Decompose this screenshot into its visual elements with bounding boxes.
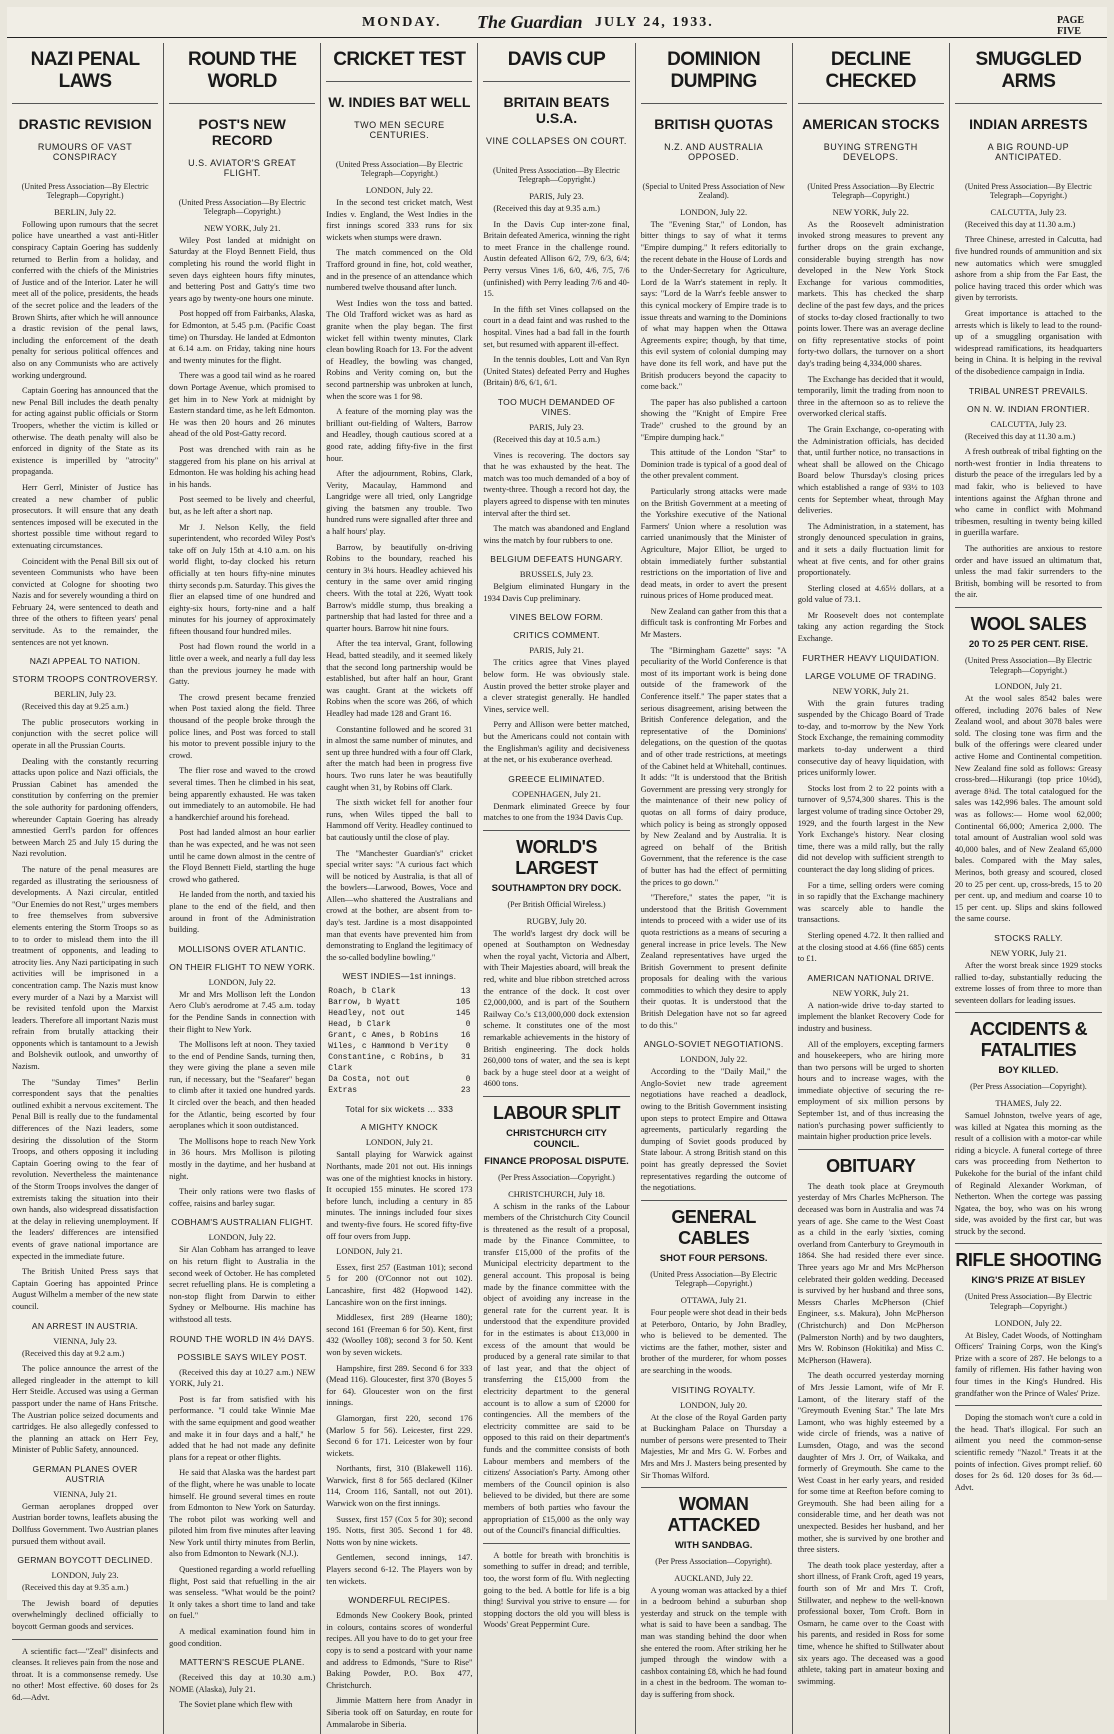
credit-line: (Per Press Association—Copyright.) xyxy=(498,1172,615,1182)
article-paragraph: The nature of the penal measures are regarded as illustrating the seriousness of developments. A Nazi circular, entitled "Our Enemies do not Rest," urges members to free themselves from subversive elements entering the Storm Troops so as to to order to mislead them into the ill treatment of opponents, and leading to atrocity lies. Any Nazi participating in such activities will be imprisoned in a concentration camp. The Nazis must know every murder of a Nazi by a Marxist will be revisited tenfold upon the Marxist leaders. Therefore all important Nazis must refrain from brutally attacking their opponents which is tantamount to a Jewish and Bolshevik outlook, and unworthy of Nazism. xyxy=(12,864,159,1072)
subheadline: BRITISH QUOTAS xyxy=(654,115,773,132)
article-paragraph: (Received this day at 10.5 a.m.) xyxy=(493,434,600,444)
dateline: RUGBY, July 20. xyxy=(526,915,587,926)
article-paragraph: According to the "Daily Mail," the Anglo-Soviet new trade agreement negotiations have reached a deadlock, owing to the British Government insisting upon steps to protect Empire and Ottawa agreements, particularly regarding the dumping of Soviet goods produced by State labour. A strong British stand on this point has greatly depressed the Soviet representatives regarding the outcome of the negotiations. xyxy=(640,1067,787,1193)
article-paragraph: The "Birmingham Gazette" says: "A peculiarity of the World Conference is that most of its important work is being done outside of the framework of the Conference itself." The paper states that a serious disagreement, arising between the British Conference delegation, and the representative of the Dominions' delegations, on the question of the quotas and of other trade restrictions, at meetings of the Cabinet held at Whitehall, continues. It adds: "It is understood that the British Government are pressing very strongly for the maintenance of their new policy of quotas on all forms of dairy produce, which policy is being as strongly opposed by New Zealand and by Australia. It is agreed on behalf of the British Government, that the reference is the case of butter has had the effect of permitting the prices to go down." xyxy=(640,645,787,887)
credit-line: (United Press Association—By Electric Telegraph—Copyright.) xyxy=(335,159,463,179)
masthead-day: MONDAY. xyxy=(362,15,442,30)
article-paragraph: All of the employers, excepting farmers and housekeepers, who are hiring more than two persons will be urged to shorten hours and to increase wages, with the immediate objective of securing the re-employment of six million persons by September 1st, and of thus increasing the nation's purchasing power sufficiently to maintain higher production price levels. xyxy=(797,1039,944,1142)
section-subheading: STOCKS RALLY. xyxy=(994,932,1063,943)
section-subheading: WONDERFUL RECIPES. xyxy=(348,1595,451,1606)
article-paragraph: There was a good tail wind as he roared down Portage Avenue, which promised to get him in to New York at midnight by Eastern standard time, as he left Edmonton. He was then 20 hours and 26 minutes ahead of the old Post-Gatty record. xyxy=(169,371,316,439)
dateline: NEW YORK, July 22. xyxy=(832,206,909,217)
box-subheadline: SOUTHAMPTON DRY DOCK. xyxy=(491,883,622,894)
article-paragraph: He landed from the north, and taxied his plane to the end of the field, and then around in front of the Administration building. xyxy=(169,890,316,935)
article-paragraph: Great importance is attached to the arrests which is likely to lead to the round-up of a smuggling organisation with widespread ramifications, its headquarters being in China. It is helping in the revival of the disobedience campaign in India. xyxy=(954,309,1102,376)
article-paragraph: LONDON, July 21. xyxy=(336,1247,403,1257)
masthead-date: JULY 24, 1933. xyxy=(595,15,714,30)
article-paragraph: Sterling closed at 4.65½ dollars, at a gold value of 73.1. xyxy=(797,583,944,605)
article-paragraph: Samuel Johnston, twelve years of age, was killed at Ngatea this morning as the result of a collision with a motor-car while riding a bicycle. A funeral cortege of three cars was proceeding from Netherton to Pukekohe for the burial of the infant child of Reginald Alexander Workman, of Netherton. When the cortege was passing Ngatea, the boy, who was on his wrong side, was avoided by the first car, but was struck by the second. xyxy=(954,1110,1102,1236)
section-subheading: NAZI APPEAL TO NATION. xyxy=(29,656,141,667)
dateline: LONDON, July 22. xyxy=(680,1054,748,1065)
credit-line: (Per Press Association—Copyright). xyxy=(970,1082,1087,1092)
advertisement: A scientific fact—"Zeal" disinfects and cleanses. It relieves pain from the nose and throat. It is a commonsense remedy. Use no other! Most effective. 60 doses for 2s 6d.—Advt. xyxy=(12,1646,159,1702)
article-paragraph: With the grain futures trading suspended by the Chicago Board of Trade to-day, and to-morrow by the New York Stock Exchange, the remaining commodity markets to-day underwent a third consecutive day of heavy liquidation, with prices uniformly lower. xyxy=(797,698,944,778)
batsman-runs: 105 xyxy=(456,998,471,1008)
section-subheading: ROUND THE WORLD IN 4½ DAYS. xyxy=(169,1333,315,1344)
batsman-runs: 31 xyxy=(460,1053,471,1063)
section-subheading: GREECE ELIMINATED. xyxy=(508,773,605,784)
section-subheading: AMERICAN NATIONAL DRIVE. xyxy=(807,972,935,983)
article-paragraph: Jimmie Mattern here from Anadyr in Siberia took off on Saturday, en route for Ammalarobe in Siberia. xyxy=(326,1696,473,1729)
section-subheading: FURTHER HEAVY LIQUIDATION. xyxy=(802,652,940,663)
article-paragraph: The critics agree that Vines played below form. He was obviously stale. Austin proved the better stroke player and a clever strategist generally. He handled Vines, service well. xyxy=(483,658,630,714)
dateline: LONDON, July 20. xyxy=(680,1399,748,1410)
article-paragraph: The Mollisons left at noon. They taxied to the end of Pendine Sands, turning then, they were giving the plane a seven mile run, if necessary, but the "Seafarer" began to climb after it taxied one hundred yards. It circled over the beach, and then headed for the Atlantic, being escorted by four aeroplanes which it soon outdistanced. xyxy=(169,1040,316,1131)
section-subheading: GERMAN BOYCOTT DECLINED. xyxy=(17,1555,153,1566)
batsman-runs: 145 xyxy=(456,1009,471,1019)
article-paragraph: The Administration, in a statement, has strongly denounced speculation in grains, and it sets a daily fluctuation limit for wheat at five cents, and for other grains proportionately. xyxy=(797,521,944,578)
article-paragraph: In the second test cricket match, West Indies v. England, the West Indies in the first innings scored 333 runs for six wickets when stumps were drawn. xyxy=(326,198,473,242)
dateline: LONDON, July 21. xyxy=(994,681,1062,692)
box-headline: WORLD'S LARGEST xyxy=(483,830,629,879)
batsman-runs: 16 xyxy=(460,1031,471,1041)
subheadline: BRITAIN BEATS U.S.A. xyxy=(503,93,610,126)
article-paragraph: At Bisley, Cadet Woods, of Nottingham Officers' Training Corps, won the King's Prize with a score of 287. He belongs to a family of riflemen. His father having won four times in the King's Hundred. His grandfather won the Prince of Wales' Prize. xyxy=(954,1330,1102,1398)
dateline: VIENNA, July 21. xyxy=(53,1488,117,1499)
dateline: NEW YORK, July 21. xyxy=(832,987,909,998)
dateline: CHRISTCHURCH, July 18. xyxy=(508,1188,605,1199)
article-paragraph: The "Sunday Times" Berlin correspondent says that the penalties outlined exhibit a nervous excitement. The Penal Bill is really due to the fundamental differences of the Nazi leaders, some desiring the dissolution of the Storm Troops, and others opposing it including Captain Goering owing to the fear of revolution. Nevertheless the maintenance of the Storm Troops involves the danger of extremists taking the situation into their own hands, also widespread dissatisfaction at the delay in relieving unemployment. If the leaders' differences are intensified events of grave national importance are expected in the immediate future. xyxy=(12,1077,159,1261)
advertisement: Edmonds New Cookery Book, printed in colours, contains scores of wonderful recipes. All you have to do to get your free copy is to send a postcard with your name and address to Edmonds, "Sure to Rise" Baking Powder, P.O. Box 477, Christchurch. xyxy=(326,1611,473,1690)
section-subheading: MOLLISONS OVER ATLANTIC. xyxy=(178,943,307,954)
subheadline-2: N.Z. AND AUSTRALIA OPPOSED. xyxy=(664,141,764,162)
article-paragraph: Three Chinese, arrested in Calcutta, had five hundred rounds of ammunition and six new automatics which were smuggled ashore from a ship from the Far East, the police having traced this order which was given by terrorists. xyxy=(954,235,1102,303)
column-round-the-world xyxy=(164,43,321,1734)
article-paragraph: Gentlemen, second innings, 147. Players second 6-12. The Players won by ten wickets. xyxy=(326,1553,473,1586)
section-subheading: ANGLO-SOVIET NEGOTIATIONS. xyxy=(643,1039,784,1050)
credit-line: (United Press Association—By Electric Telegraph—Copyright.) xyxy=(964,1292,1092,1312)
batsman-name: Head, b Clark xyxy=(328,1020,391,1030)
headline: DAVIS CUP xyxy=(483,49,629,82)
article-paragraph: Wiley Post landed at midnight on Saturday at the Floyd Bennett Field, thus completing his round the world flight in seven days eighteen hours fifty minutes, and bettering Post and Gatty's time two years ago by twenty-one hours one minute. xyxy=(169,235,316,303)
article-paragraph: (Received this day at 9.35 a.m.) xyxy=(22,1583,129,1593)
article-paragraph: Post was drenched with rain as he staggered from his plane on his arrival at Edmonton. He was holding his aching head in his hands. xyxy=(169,444,316,489)
article-paragraph: Denmark eliminated Greece by four matches to one from the 1934 Davis Cup. xyxy=(483,801,630,823)
article-paragraph: A schism in the ranks of the Labour members of the Christchurch City Council is threatened as the result of a proposal, made by the Finance Committee, to transfer £15,000 of the profits of the Municipal electricity department to the general account. This proposal is being made by the finance committee with the object of avoiding any increase in the general rate for the current year. It is understood that the expenditure provided for in the estimates is about £13,000 in excess of the amount that would be produced by a general rate similar to that of last year, and that the object of transferring the £15,000 from the electricity department to the general account is to allow a sum of £2000 for contingencies. All the members of the electricity committee are said to be opposed to this raid on their department's funds and the committee consists of both Labour members and members of the citizens' Association's Party. Among other members of the Council opinion is also believed to be divided, but there are some members of both parties who favour the appropriation of £15,000 as the only way out of the Council's financial difficulties. xyxy=(483,1201,630,1536)
article-paragraph: Mr J. Nelson Kelly, the field superintendent, who recorded Wiley Post's take off on July 15th at 4.10 a.m. on his world flight, to-day clocked his return officially at ten hours fifty-nine minutes thirty seconds p.m. Saturday. This gives the flier an elapsed time of one hundred and eighty-six hours, forty-nine and a half minutes for his journey of approximately fifteen thousand four hundred miles. xyxy=(169,522,316,636)
article-paragraph: Stocks lost from 2 to 22 points with a turnover of 9,574,300 shares. This is the largest volume of trading since October 29, 1929, and the fourth largest in the New York Exchange's history. Near closing time, there was a mild rally, but the rally did not develop with sufficient strength to counteract the day long sliding of prices. xyxy=(797,783,944,874)
box-subheadline: WITH SANDBAG. xyxy=(674,1540,753,1552)
section-subheading: TRIBAL UNREST PREVAILS. xyxy=(968,385,1088,396)
batsman-runs: 0 xyxy=(465,1020,471,1030)
batsman-name: Da Costa, not out xyxy=(328,1075,410,1085)
column-dominion-dumping xyxy=(636,43,793,1734)
scorecard-total: Total for six wickets ... 333 xyxy=(345,1104,454,1115)
article-paragraph: Vines is recovering. The doctors say that he was exhausted by the heat. The match was too much demanded of a boy of twenty-three. Though a record hot day, the players agreed to dispense with ten minutes interval after the third set. xyxy=(483,450,630,518)
article-paragraph: The "Evening Star," of London, has bitter things to say of what it terms "Empire dumping." It refers editorially to the recent debate in the House of Lords and to the Under-Secretary for Agriculture, Lord de la Warr's statement in reply. It says: "Lord de la Warr's feeble answer to this cynical mockery of Empire trade is to issue threats and warning to the Dominions of what may happen when the Ottawa Agreements expire; though, by that time, this evil system of colonial dumping may have done its fell work, and have put the British producers beyond the capacity to come back." xyxy=(640,219,787,392)
scorecard-row xyxy=(326,1085,472,1096)
article-paragraph: The death occurred yesterday morning of Mrs Jessie Lamont, wife of Mr F. Lamont, of the literary staff of the "Greymouth Evening Star." The late Mrs Lamont, who was highly esteemed by a wide circle of friends, was a native of Lumsden, Otago, and was the second daughter of Mrs J. Orr, of Waikaka, and formerly of Greymouth. She came to the West Coast in her early years, and resided for some time at Reefton before coming to Greymouth. She had been ailing for a considerable time, and her death was not unexpected. Besides her husband, and her mother, she is survived by one brother and three sisters. xyxy=(797,1371,944,1555)
box-headline: LABOUR SPLIT xyxy=(483,1096,629,1124)
headline: NAZI PENAL LAWS xyxy=(12,49,158,104)
article-paragraph: Sussex, first 157 (Cox 5 for 30); second 195. Notts, first 305. Second 1 for 48. Notts won by nine wickets. xyxy=(326,1514,473,1547)
advertisement: A bottle for breath with bronchitis is something to suffer in dread; and terrible, too, the worst form of flu. With neglecting going to the bed. A bottle for life is a big thing! Survival you strive to ensure — for stopping doctors the old you will bless is Woods' Great Peppermint Cure. xyxy=(483,1550,630,1630)
article-paragraph: (Received this day at 11.30 a.m.) xyxy=(964,219,1076,229)
article-paragraph: (Received this day at 9.35 a.m.) xyxy=(493,204,600,214)
article-paragraph: The public prosecutors working in conjunction with the secret police will operate in all the Prussian Courts. xyxy=(12,717,159,751)
article-paragraph: The flier rose and waved to the crowd several times. Then he climbed in his seat, being apparently exhausted. He was taken out immediately to an automobile. He had a handkerchief around his forehead. xyxy=(169,766,316,822)
subheadline-2: U.S. AVIATOR'S GREAT FLIGHT. xyxy=(188,157,297,178)
article-paragraph: (Received this day at 11.30 a.m.) xyxy=(964,431,1076,441)
credit-line: (United Press Association—By Electric Telegraph—Copyright.) xyxy=(650,1269,778,1289)
dateline: NEW YORK, July 21. xyxy=(204,222,281,233)
article-paragraph: As the Roosevelt administration invoked strong measures to prevent any further drops on the grain exchange, considerable buying strength has now developed in the New York Stock Exchange for various commodities, markets. This has checked the sharp decline of the past few days, and the prices of stocks to-day closed fractionally to two points lower. There was an average decline on fifty representative stocks of point forty-two dollars, the turnover on a short day's trading being 4,334,000 shares. xyxy=(797,219,944,368)
dateline: LONDON, July 22. xyxy=(994,1317,1062,1328)
article-paragraph: The world's largest dry dock will be opened at Southampton on Wednesday when the royal yacht, Victoria and Albert, with Their Majesties aboard, will break the red, white and blue ribbon stretched across the entrance of the dock. It cost over £2,000,000, and is part of the Southern Railway Co.'s £13,000,000 dock extension scheme. It constitutes one of the most remarkable achievements in the history of British engineering. The dock holds 260,000 tons of water, and the sea is kept back by a huge steel door at a weight of 4600 tons. xyxy=(483,928,630,1089)
box-subheadline-2: FINANCE PROPOSAL DISPUTE. xyxy=(484,1155,629,1167)
section-subheading: VISITING ROYALTY. xyxy=(671,1384,756,1395)
article-paragraph: The crowd present became frenzied when Post taxied along the field. Three thousand of the people broke through the police lines, and Post was forced to stall his motor to prevent possible injury to the crowd. xyxy=(169,692,316,760)
subheadline: INDIAN ARRESTS xyxy=(969,115,1088,132)
article-paragraph: The British United Press says that Captain Goering has appointed Prince August Wilhelm a member of the new state council. xyxy=(12,1267,159,1311)
article-paragraph: Post had flown round the world in a little over a week, and nearly a full day less than the previous journey he made with Gatty. xyxy=(169,642,316,687)
section-subheading: CRITICS COMMENT. xyxy=(513,630,600,641)
masthead-paper-name: The Guardian xyxy=(477,12,583,32)
box-headline: WOMAN ATTACKED xyxy=(641,1487,787,1536)
article-paragraph: Belgium eliminated Hungary in the 1934 Davis Cup preliminary. xyxy=(483,582,630,603)
scorecard-row xyxy=(326,1052,472,1074)
headline: CRICKET TEST xyxy=(326,49,472,82)
scorecard-row xyxy=(326,1041,472,1052)
dateline: CALCUTTA, July 23. xyxy=(990,418,1067,429)
article-paragraph: A nation-wide drive to-day started to implement the blanket Recovery Code for industry and business. xyxy=(797,1000,944,1033)
article-paragraph: Following upon rumours that the secret police have unearthed a vast anti-Hitler conspiracy Captain Goering has suddenly returned to Berlin from a holiday, and conferred with the chiefs of the Ministries of Justice and of the Interior. Later he will meet all of the police, presidents, the heads of the secret police and the leaders of the Brown Shirts, after which he will announce a drastic revision of the penal laws, including the enforcement of the death penalty for serious political offences and also on any Communists who are actively working underground. xyxy=(12,219,159,380)
article-paragraph: The death took place at Greymouth yesterday of Mrs Charles McPherson. The deceased was born in Australia and was 74 years of age. She came to the West Coast as a child in the early 'sixties, coming overland from Canterbury to Greymouth in 1864. She had resided there ever since. Three years ago Mr and Mrs McPherson celebrated their golden wedding. Deceased is survived by her husband and three sons, Messrs Charles McPherson (Chief Engineer, s.s. Makura), John McPherson (Christchurch) and Don McPherson (Palmerston North) and by two daughters, Mrs W. Robinson (Hokitika) and Miss C. McPherson (Hawera). xyxy=(797,1181,944,1365)
box-subheadline: SHOT FOUR PERSONS. xyxy=(659,1252,768,1264)
section-subheading: COBHAM'S AUSTRALIAN FLIGHT. xyxy=(171,1217,314,1228)
credit-line: (United Press Association—By Electric Telegraph—Copyright.) xyxy=(964,181,1092,201)
article-paragraph: Glamorgan, first 220, second 176 (Marlow 5 for 56). Leicester, first 229. Second 6 for 171. Leicester won by four wickets. xyxy=(326,1413,473,1458)
article-paragraph: A feature of the morning play was the brilliant out-fielding of Walters, Barrow and Headley, though cautious scored at a good rate, adding fifty-five in the first hour. xyxy=(326,407,473,463)
subheadline-2: RUMOURS OF VAST CONSPIRACY xyxy=(37,141,133,162)
article-paragraph: Coincident with the Penal Bill six out of seventeen Communists who have been convicted at Cologne for shooting two Nazis and for severely wounding a third on February 24, were sentenced to death and three of the others to fifteen years' penal servitude. As to the remainder, the sentences are not yet known. xyxy=(12,556,159,647)
column-davis-cup xyxy=(478,43,635,1734)
article-paragraph: Essex, first 257 (Eastman 101); second 5 for 200 (O'Connor not out 102). Lancashire, first 482 (Hopwood 142). Lancashire won on the first innings. xyxy=(326,1262,473,1307)
divider xyxy=(955,1405,1102,1406)
masthead xyxy=(7,7,1107,38)
article-paragraph: German aeroplanes dropped over Austrian border towns, leaflets abusing the Dollfuss Government. Two Austrian planes pursued them without avail. xyxy=(12,1501,159,1546)
batsman-name: Roach, b Clark xyxy=(328,987,396,997)
article-paragraph: (Received this day at 9.2 a.m.) xyxy=(22,1348,125,1358)
dateline: LONDON, July 22. xyxy=(208,1232,276,1243)
scorecard xyxy=(326,986,472,1096)
headline: ROUND THE WORLD xyxy=(169,49,315,104)
article-paragraph: Mr Roosevelt does not contemplate taking any action regarding the Stock Exchange. xyxy=(797,610,944,644)
subheadline: POST'S NEW RECORD xyxy=(198,115,286,148)
credit-line: (United Press Association—By Electric Telegraph—Copyright.) xyxy=(178,197,306,217)
batsman-name: Grant, c Ames, b Robins xyxy=(328,1031,439,1041)
section-subheading: AN ARREST IN AUSTRIA. xyxy=(31,1320,139,1331)
article-paragraph: Mr and Mrs Mollison left the London Aero Club's aerodrome at 7.45 a.m. today for the Pendine Sands in connection with their flight to New York. xyxy=(169,989,316,1034)
box-subheadline: BOY KILLED. xyxy=(998,1065,1059,1077)
batsman-runs: 13 xyxy=(460,987,471,997)
dateline: LONDON, July 22. xyxy=(208,976,276,987)
box-headline: ACCIDENTS & FATALITIES xyxy=(955,1012,1102,1061)
dateline: THAMES, July 22. xyxy=(995,1097,1062,1108)
credit-line: (United Press Association—By Electric Telegraph—Copyright.) xyxy=(964,655,1092,675)
column-nazi-penal-laws xyxy=(7,43,164,1734)
credit-line: (United Press Association—By Electric Telegraph—Copyright.) xyxy=(21,181,149,201)
box-subheadline: KING'S PRIZE AT BISLEY xyxy=(971,1275,1086,1287)
dateline: OTTAWA, July 21. xyxy=(680,1294,747,1305)
headline: SMUGGLED ARMS xyxy=(955,49,1102,104)
section-subheading: ON N. W. INDIAN FRONTIER. xyxy=(967,403,1090,414)
subheadline: W. INDIES BAT WELL xyxy=(328,93,471,110)
article-paragraph: In the Davis Cup inter-zone final, Britain defeated America, winning the right to meet France in the challenge round. Austin defeated Allison 6/2, 7/9, 6/3, 6/4; Perry versus Vines 1/6, 6/0, 4/6, 7/5, 7/6 (unfinished) with Perry leading 7/6 and 40-15. xyxy=(483,219,630,299)
column-smuggled-arms xyxy=(950,43,1107,1734)
headline: DOMINION DUMPING xyxy=(641,49,787,104)
article-paragraph: Sir Alan Cobham has arranged to leave on his return flight to Australia in the second week of October. He has completed secret refuelling plans. He is completing a non-stop flight from Darwin to either Sydney or Melbourne. His machine has withstood all tests. xyxy=(169,1245,316,1324)
batsman-name: Headley, not out xyxy=(328,1009,406,1019)
batsman-name: Constantine, c Robins, b Clark xyxy=(328,1053,444,1074)
article-paragraph: The death took place yesterday, after a short illness, of Frank Croft, aged 19 years, fourth son of Mr and Mrs T. Croft, Stillwater, and nephew to the well-known professional boxer, Tom Croft. Born in Osmarn, he came over to the Coast with his parents, and resided in Ross for some time, whence he shifted to Stillwater about six years ago. The deceased was a good athlete, taking part in amateur boxing and swimming. xyxy=(797,1560,944,1686)
newspaper-page xyxy=(7,7,1107,1729)
section-subheading: STORM TROOPS CONTROVERSY. xyxy=(12,674,158,685)
article-paragraph: After the worst break since 1929 stocks rallied to-day, substantially reducing the extreme losses of from three to more than seventeen dollars for leading issues. xyxy=(954,960,1102,1005)
article-paragraph: A fresh outbreak of tribal fighting on the north-west frontier in India threatens to disturb the peace of the irregulars led by a mad fakir, who is believed to have intentions against the Afghan throne and who came in conflict with Mohmand tribesmen, resulting in twenty being killed in guerilla warfare. xyxy=(954,447,1102,538)
article-paragraph: The match was abandoned and England wins the match by four rubbers to one. xyxy=(483,524,630,545)
article-paragraph: Santall playing for Warwick against Northants, made 201 not out. His innings was one of the mightiest knocks in history. It occupied 155 minutes. He scored 173 before lunch, including a century in 85 minutes. The innings included four sixes and twenty-five fours. He scored fifty-five off four overs from Jupp. xyxy=(326,1150,473,1241)
subheadline-2: TWO MEN SECURE CENTURIES. xyxy=(354,119,445,140)
box-subheadline: CHRISTCHURCH CITY COUNCIL. xyxy=(506,1127,607,1150)
article-paragraph: Particularly strong attacks were made on the British Government at a meeting of the Yorkshire executive of the National Farmers' Union where a resolution was carried unanimously that the Minister of Agriculture, Major Elliot, be urged to obtain immediately further substantial restrictions on the importation of live and dead meats, in order to avert the present ruinous prices of Home produced meat. xyxy=(640,486,787,601)
article-paragraph: He said that Alaska was the hardest part of the flight, where he was unable to locate himself. He ground several times en route from Edmonton to New York on Saturday. The robot pilot was working well and piloted him from five minutes after leaving New York until thirty minutes from Berlin, also from Edmonton to Newark (N.J.). xyxy=(169,1468,316,1559)
article-paragraph: (Received this day at 9.25 a.m.) xyxy=(22,702,129,712)
dateline: NEW YORK, July 21. xyxy=(832,685,909,696)
dateline: LONDON, July 21. xyxy=(365,1137,433,1148)
article-paragraph: The authorities are anxious to restore order and have issued an ultimatum that, unless the mad fakir surrenders to the British, bombing will be resorted to from the air. xyxy=(954,543,1102,600)
article-paragraph: After the tea interval, Grant, following Head, batted steadily, and it seemed likely that the second long partnership would be established, but after half an hour, Grant was caught. Grant at the wickets off Robins when the score was 266, of which Headley had made 128 and Grant 16. xyxy=(326,639,473,718)
section-subheading: BELGIUM DEFEATS HUNGARY. xyxy=(490,554,623,565)
dateline: COPENHAGEN, July 21. xyxy=(512,788,601,799)
article-paragraph: The police announce the arrest of the alleged ringleader in the attempt to kill Herr Steidle. Accused was using a German passport under the name of Hans Fritsche. The Austrian police seized documents and cartridges. He also allegedly confessed to the planning an attack on Herr Fey, Minister of Public Safety, announced. xyxy=(12,1364,159,1455)
article-paragraph: This attitude of the London "Star" to Dominion trade is typical of a good deal of the other prevalent comment. xyxy=(640,448,787,481)
column-decline-checked xyxy=(793,43,950,1734)
section-subheading: ON THEIR FLIGHT TO NEW YORK. xyxy=(169,961,316,972)
dateline: LONDON, July 22. xyxy=(680,206,748,217)
article-paragraph: Dealing with the constantly recurring attacks upon police and Nazi officials, the Prussian Cabinet has amended the constitution by conferring on the premier the sole authority for pardoning offenders, whereunder Captain Goering has already amnestied Gerrl's pardon for offences between March 25 and July 15 during the Nazi revolution. xyxy=(12,756,159,859)
columns-container xyxy=(7,43,1107,1729)
article-paragraph: Their only rations were two flasks of coffee, raisins and barley sugar. xyxy=(169,1187,316,1208)
divider xyxy=(12,1639,158,1640)
article-paragraph: For a time, selling orders were coming in so rapidly that the Exchange machinery was scarcely able to handle the transactions. xyxy=(797,880,944,925)
credit-line: (Per Press Association—Copyright). xyxy=(655,1557,772,1567)
article-paragraph: The "Manchester Guardian's" cricket special writer says: "A curious fact which will be noticed by Australia, is that all of the bowlers—Larwood, Bowes, Voce and Allen—who shattered the Australians and crowd at the bother, are absent from to-day's test. Jardine is a most disappointed man that events have prevented him from demonstrating to England the legitimacy of the so-called bodyline bowling." xyxy=(326,848,473,962)
scorecard-row xyxy=(326,1008,472,1019)
scorecard-title: WEST INDIES—1st innings. xyxy=(342,971,457,982)
dateline: BRUSSELS, July 23. xyxy=(519,569,594,580)
dateline: PARIS, July 23. xyxy=(529,191,584,202)
article-paragraph: At the close of the Royal Garden party at Buckingham Palace on Thursday a number of persons were presented to Their Majesties, Mr and Mrs G. W. Forbes and Mrs and Mrs J. Masters being presented by Sir Thomas Wilford. xyxy=(640,1412,787,1480)
box-headline: WOOL SALES xyxy=(955,607,1102,635)
article-paragraph: In the fifth set Vines collapsed on the court in a dead faint and was rushed to the hospital. Vines had a bad fall in the fourth set, but resumed with apparent ill-effect. xyxy=(483,304,630,349)
article-paragraph: Questioned regarding a world refuelling flight, Post said that refuelling in the air was senseless. "What would be the point? It only takes a short time to land and take on fuel." xyxy=(169,1565,316,1621)
dateline: LONDON, July 22. xyxy=(365,185,433,196)
article-paragraph: Barrow, by beautifully on-driving Robins to the boundary, reached his century in 3¼ hours. Headley achieved his century in the same over amid ringing cheers. With the total at 226, Wyatt took Barrow's middle stump, thus breaking a partnership that had lasted for three and a quarter hours. Barrow hit nine fours. xyxy=(326,542,473,633)
article-paragraph: "Therefore," states the paper, "it is understood that the British Government intends to proceed with a wider use of its quota restrictions as a means of securing a general increase in price levels. The New Zealand representatives have urged the British Government to present definite proposals for dealing with the various commodities to which they desire to apply their quotas. It is understood that the British Delegation have not so far agreed to do this." xyxy=(640,893,787,1030)
credit-line: (Per British Official Wireless.) xyxy=(507,900,606,909)
article-paragraph: (Received this day at 10.30 a.m.) NOME (Alaska), July 21. xyxy=(169,1673,316,1694)
article-paragraph: Herr Gerrl, Minister of Justice has created a new chamber of public prosecutors. It will ensure that any death sentences imposed will be executed in the shortest possible time without regard to extenuating circumstances. xyxy=(12,482,159,550)
credit-line: (United Press Association—By Electric Telegraph—Copyright.) xyxy=(493,165,620,185)
dateline: VIENNA, July 23. xyxy=(53,1335,117,1346)
article-paragraph: A medical examination found him in good condition. xyxy=(169,1627,316,1648)
batsman-name: Extras xyxy=(328,1086,358,1096)
dateline: AUCKLAND, July 22. xyxy=(674,1572,754,1583)
section-subheading: VINES BELOW FORM. xyxy=(509,612,604,623)
article-paragraph: At the wool sales 8542 bales were offered, including 2076 bales of New Zealand wool, and about 3078 bales were sold. The closing tone was firm and the bulk of the offerings were cleared under active Home and Continental competition. New Zealand fine sold as follows: Greasy cross-bred—Hikurangi (top price 10½d), average 8¾d. The total catalogued for the sales was 142,996 bales. The amount sold was as follows:— Home wool 62,000; Continental 66,000; America 2,000. The total amount of Australian wool sold was 40,000 bales, and of New Zealand 65,000 bales. Compared with the May sales, Merinos, both greasy and scoured, closed 20 to 25 per cent. up, cross-breds, 15 to 20 per cent. up, and medium and coarse 10 to 15 per cent. up. Slips and skins followed the same course. xyxy=(954,694,1102,924)
credit-line: (Special to United Press Association of New Zealand). xyxy=(642,181,785,201)
article-paragraph: The Exchange has decided that it would, temporarily, limit the trading from noon to three in the afternoon so as to relieve the overworked clerical staffs. xyxy=(797,374,944,419)
batsman-runs: 0 xyxy=(465,1042,471,1052)
dateline: BERLIN, July 22. xyxy=(54,206,116,217)
scorecard-row xyxy=(326,1074,472,1085)
article-paragraph: West Indies won the toss and batted. The Old Trafford wicket was as hard as granite when the play began. The first wicket fell within twenty minutes, Clark clean bowling Roach for 13. For the advent of Headley, the bowling was changed, Robins and Verity coming on, but the second partnership was unbroken at lunch, when the score was 1 for 98. xyxy=(326,298,473,401)
article-paragraph: The Soviet plane which flew with xyxy=(179,1700,293,1710)
dateline: PARIS, July 21. xyxy=(529,645,584,656)
dateline: BERLIN, July 23. xyxy=(54,689,116,700)
article-paragraph: Sterling opened 4.72. It then rallied and at the closing stood at 4.66 (fine 685) cents to £1. xyxy=(797,930,944,964)
batsman-name: Wiles, c Hammond b Verity xyxy=(328,1042,449,1052)
batsman-runs: 23 xyxy=(460,1086,471,1096)
box-headline: GENERAL CABLES xyxy=(641,1200,787,1249)
article-paragraph: A young woman was attacked by a thief in a bedroom behind a suburban shop yesterday and struck on the temple with what is said to have been a sandbag. The man was standing behind the door when she entered the room. After striking her he jumped through the window with a cashbox containing £8, which he had found in a chest in the bedroom. The woman to-day is suffering from shock. xyxy=(640,1585,787,1700)
subheadline-2: A BIG ROUND-UP ANTICIPATED. xyxy=(987,141,1070,162)
article-paragraph: In the tennis doubles, Lott and Van Ryn (United States) defeated Perry and Hughes (Britain) 8/6, 6/1, 6/1. xyxy=(483,355,630,388)
article-paragraph: Perry and Allison were better matched, but the Americans could not contain with the Englishman's agility and decisiveness at the net, or his exuberance overhead. xyxy=(483,720,630,765)
article-paragraph: (Received this day at 10.27 a.m.) NEW YORK, July 21. xyxy=(169,1367,316,1389)
article-paragraph: Four people were shot dead in their beds at Peterboro, Ontario, by John Bradley, who is believed to be demented. The victims are the father, mother, sister and brother of the murderer, for whom posses are searching in the woods. xyxy=(640,1307,787,1375)
article-paragraph: New Zealand can gather from this that a difficult task is confronting Mr Forbes and Mr Masters. xyxy=(640,606,787,640)
article-paragraph: The Mollisons hope to reach New York in 36 hours. Mrs Mollison is piloting mostly in the daytime, and her husband at night. xyxy=(169,1136,316,1181)
headline: DECLINE CHECKED xyxy=(798,49,944,104)
subheadline-2: BUYING STRENGTH DEVELOPS. xyxy=(823,141,918,162)
masthead-page-number: PAGE FIVE xyxy=(1057,15,1085,37)
batsman-runs: 0 xyxy=(465,1075,471,1085)
dateline: NEW YORK, July 21. xyxy=(990,947,1067,958)
box-subheadline: 20 TO 25 PER CENT. RISE. xyxy=(968,638,1088,650)
section-subheading: TOO MUCH DEMANDED OF VINES. xyxy=(497,396,616,417)
article-paragraph: Northants, first, 310 (Blakewell 116). Warwick, first 8 for 565 declared (Kilner 114, Croom 116, Santall, not out 201). Warwick won on the first innings. xyxy=(326,1464,473,1509)
section-subheading: POSSIBLE SAYS WILEY POST. xyxy=(177,1351,307,1362)
batsman-name: Barrow, b Wyatt xyxy=(328,998,401,1008)
section-subheading: GERMAN PLANES OVER AUSTRIA xyxy=(32,1463,138,1484)
section-subheading: LARGE VOLUME OF TRADING. xyxy=(805,670,937,681)
dateline: PARIS, July 23. xyxy=(529,421,584,432)
box-headline: RIFLE SHOOTING xyxy=(955,1243,1102,1271)
advertisement: Doping the stomach won't cure a cold in the head. That's illogical. For such an ailment you need the common-sense scientific remedy "Nazol." Treats it at the points of infection. Gives prompt relief. 60 doses for 2s 6d. 120 doses for 3s 6d.—Advt. xyxy=(954,1413,1102,1492)
subheadline: AMERICAN STOCKS xyxy=(802,115,940,132)
box-headline: OBITUARY xyxy=(798,1149,944,1177)
article-paragraph: Post seemed to be lively and cheerful, but, as he left after a short nap. xyxy=(169,495,316,516)
article-paragraph: Post is far from satisfied with his performance. "I could take Winnie Mae with the same equipment and good weather and make it in four days and a half," he added that he had not made any definite plans for a repeat or other flights. xyxy=(169,1394,316,1462)
article-paragraph: Captain Goering has announced that the new Penal Bill includes the death penalty for acting against public officials or Storm Troopers, whether the victim is killed or otherwise. The death penalty will also be enforced in dignity of the State as its existence is imperilled by "atrocity" propaganda. xyxy=(12,386,159,477)
credit-line: (United Press Association—By Electric Telegraph—Copyright.) xyxy=(807,181,935,201)
scorecard-row xyxy=(326,1019,472,1030)
article-paragraph: The sixth wicket fell for another four runs, when Wiles tipped the ball to Hammond off Verity. Headley continued to bat cautiously until the close of play. xyxy=(326,798,473,842)
scorecard-row xyxy=(326,1030,472,1041)
article-paragraph: Hampshire, first 289. Second 6 for 333 (Mead 116). Gloucester, first 370 (Boyes 5 for 64). Gloucester won on the first innings. xyxy=(326,1363,473,1408)
dateline: CALCUTTA, July 23. xyxy=(990,206,1067,217)
article-paragraph: Post hopped off from Fairbanks, Alaska, for Edmonton, at 5.45 p.m. (Pacific Coast time) on Thursday. He landed at Edmonton at 6.14 a.m. on Friday, taking nine hours and twenty minutes for the flight. xyxy=(169,309,316,365)
article-paragraph: Middlesex, first 289 (Hearne 180); second 161 (Freeman 6 for 50). Kent, first 432 (Woolley 108); second 3 for 50. Kent won by seven wickets. xyxy=(326,1313,473,1357)
divider xyxy=(483,1543,629,1544)
dateline: LONDON, July 23. xyxy=(51,1570,119,1581)
column-cricket-test xyxy=(321,43,478,1734)
article-paragraph: After the adjournment, Robins, Clark, Verity, Macaulay, Hammond and Langridge were all tried, only Langridge giving the batsmen any trouble. Two hundred runs were signalled after three and a half hours' play. xyxy=(326,469,473,537)
scorecard-row xyxy=(326,986,472,997)
section-subheading: MATTERN'S RESCUE PLANE. xyxy=(179,1657,305,1668)
section-subheading: A MIGHTY KNOCK xyxy=(360,1122,438,1133)
subheadline-2: VINE COLLAPSES ON COURT. xyxy=(486,135,627,146)
article-paragraph: The Grain Exchange, co-operating with the Administration officials, has decided that, until further notice, no transactions in wheat shall be allowed on the Chicago Board below Thursday's closing prices which established a range of 93½ to 103 cents for September wheat, through May deliveries. xyxy=(797,424,944,516)
scorecard-row xyxy=(326,997,472,1008)
article-paragraph: Post had landed almost an hour earlier than he was expected, and he was not seen until he came down almost in the centre of the Floyd Bennett Field, startling the huge crowd who gathered. xyxy=(169,828,316,884)
article-paragraph: The Jewish board of deputies overwhelmingly declined officially to boycott German goods and services. xyxy=(12,1598,159,1632)
article-paragraph: The paper has also published a cartoon showing the "Knight of Empire Free Trade" crushed to the ground by an "Empire dumping hack." xyxy=(640,397,787,442)
article-paragraph: The match commenced on the Old Trafford ground in fine, hot, cold weather, and in the presence of an attendance which numbered twelve thousand after lunch. xyxy=(326,248,473,293)
article-paragraph: Constantine followed and he scored 31 in almost the same number of minutes, and sent up three hundred with a four off Clark, after the match had been in progress five hours. Two runs later he was beautifully caught when 31, by Robins off Clark. xyxy=(326,724,473,792)
subheadline: DRASTIC REVISION xyxy=(18,115,152,132)
